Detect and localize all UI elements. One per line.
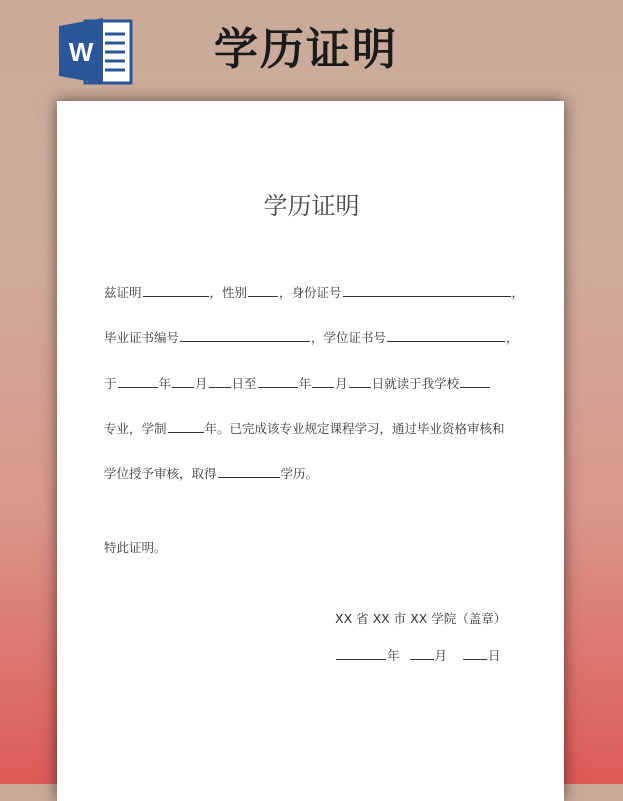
doc-line-2: [104, 328, 519, 346]
blank-field: [172, 376, 194, 388]
word-doc-icon: [57, 16, 133, 86]
text-fragment: 日就读于我学校: [371, 376, 460, 391]
text-fragment: 月: [195, 376, 208, 391]
blank-field: [312, 376, 334, 388]
blank-field: [248, 285, 278, 297]
blank-field: [460, 376, 490, 388]
date-year-label: 年: [387, 648, 400, 663]
blank-field: [336, 648, 386, 660]
blank-field: [168, 421, 204, 433]
blank-field: [463, 648, 487, 660]
doc-line-4: [104, 419, 505, 437]
blank-field: [118, 376, 158, 388]
blank-field: [143, 285, 209, 297]
closing-text: 特此证明。: [104, 540, 167, 555]
signature-org: XX 省 XX 市 XX 学院（盖章）: [335, 611, 507, 626]
document-title: 学历证明: [263, 192, 360, 220]
text-fragment: 年: [158, 376, 172, 391]
text-fragment: 学历。: [280, 466, 319, 481]
text-fragment: ，: [511, 285, 525, 300]
text-fragment: 学位授予审核，取得: [104, 466, 217, 481]
blank-field: [387, 330, 505, 342]
signature-date: [335, 646, 501, 664]
text-fragment: ，身份证号: [279, 285, 342, 300]
text-fragment: 年。已完成该专业规定课程学习，通过毕业资格审核和: [204, 421, 505, 436]
blank-field: [349, 376, 371, 388]
text-fragment: ，学位证书号: [311, 330, 387, 345]
doc-line-1: [104, 283, 524, 301]
doc-line-3: [104, 374, 491, 392]
date-day-label: 日: [488, 648, 501, 663]
text-fragment: 年: [298, 376, 312, 391]
blank-field: [218, 466, 280, 478]
blank-field: [180, 330, 310, 342]
blank-field: [410, 648, 434, 660]
blank-field: [209, 376, 231, 388]
text-fragment: 毕业证书编号: [104, 330, 180, 345]
text-fragment: ，性别: [209, 285, 248, 300]
text-fragment: ，: [506, 330, 519, 345]
text-fragment: 专业，学制: [104, 421, 167, 436]
word-icon-letter: W: [68, 37, 94, 67]
text-fragment: 兹证明: [104, 285, 142, 300]
banner-title: 学历证明: [214, 24, 398, 75]
text-fragment: 于: [104, 376, 117, 391]
date-month-label: 月: [434, 648, 448, 663]
text-fragment: 日至: [231, 376, 257, 391]
doc-line-5: [104, 464, 318, 482]
text-fragment: 月: [335, 376, 348, 391]
blank-field: [258, 376, 298, 388]
blank-field: [343, 285, 511, 297]
